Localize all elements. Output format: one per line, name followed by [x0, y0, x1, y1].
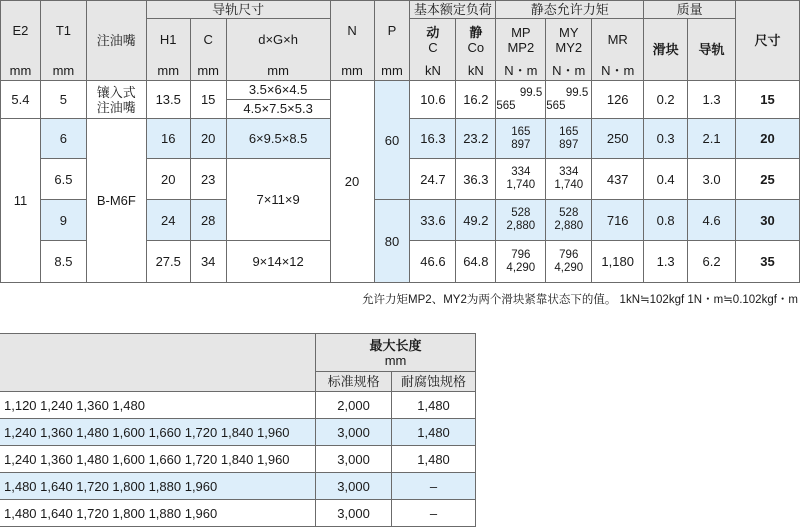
- cell-t1: 5: [40, 81, 86, 119]
- cell-stat: 49.2: [456, 200, 496, 241]
- length-table: [0, 333, 476, 527]
- cell-block-mass: 0.2: [644, 81, 688, 119]
- header-e2: E2: [1, 1, 41, 61]
- header-p: P: [374, 1, 410, 61]
- cell-dyn: 16.3: [410, 119, 456, 159]
- cell-c: 20: [190, 119, 226, 159]
- cell-t1: 9: [40, 200, 86, 241]
- cell-my: 165 897: [546, 119, 592, 159]
- unit-mr: N・m: [592, 61, 644, 81]
- header-static-moment: 静态允许力矩: [496, 1, 644, 19]
- cell-mp: 165 897: [496, 119, 546, 159]
- cell-rail-mass: 4.6: [688, 200, 736, 241]
- cell-dyn: 33.6: [410, 200, 456, 241]
- table-row: [1, 81, 800, 119]
- cell-size: 30: [736, 200, 800, 241]
- unit-e2: mm: [1, 61, 41, 81]
- cell-standard: 3,000: [316, 500, 392, 527]
- unit-t1: mm: [40, 61, 86, 81]
- cell-lengths: 1,120 1,240 1,360 1,480: [0, 392, 316, 419]
- cell-oil-merged: B-M6F: [86, 119, 146, 283]
- table-row: [0, 419, 476, 446]
- header-h1: H1: [146, 19, 190, 61]
- cell-mr: 716: [592, 200, 644, 241]
- header-t1: T1: [40, 1, 86, 61]
- header-oil-nipple: 注油嘴: [86, 1, 146, 81]
- cell-mp: 99.5 565: [496, 81, 546, 119]
- cell-h1: 16: [146, 119, 190, 159]
- header-block: 滑块: [644, 19, 688, 81]
- table-row: [0, 392, 476, 419]
- table-row: [0, 446, 476, 473]
- cell-h1: 13.5: [146, 81, 190, 119]
- cell-mr: 126: [592, 81, 644, 119]
- header-rail-dimensions: 导轨尺寸: [146, 1, 330, 19]
- header-lengths: [0, 334, 316, 392]
- cell-block-mass: 0.8: [644, 200, 688, 241]
- header-c: C: [190, 19, 226, 61]
- header-mr: MR: [592, 19, 644, 61]
- header-standard: 标准规格: [316, 372, 392, 392]
- cell-my: 99.5 565: [546, 81, 592, 119]
- unit-mp: N・m: [496, 61, 546, 81]
- cell-c: 23: [190, 159, 226, 200]
- header-dgh: d×G×h: [226, 19, 330, 61]
- cell-stat: 16.2: [456, 81, 496, 119]
- cell-block-mass: 0.3: [644, 119, 688, 159]
- cell-rail-mass: 2.1: [688, 119, 736, 159]
- cell-dgh: 9×14×12: [226, 241, 330, 283]
- cell-lengths: 1,240 1,360 1,480 1,600 1,660 1,720 1,840 1,960: [0, 446, 316, 473]
- cell-stat: 36.3: [456, 159, 496, 200]
- cell-block-mass: 1.3: [644, 241, 688, 283]
- cell-standard: 3,000: [316, 446, 392, 473]
- cell-mr: 437: [592, 159, 644, 200]
- cell-mr: 250: [592, 119, 644, 159]
- cell-lengths: 1,480 1,640 1,720 1,800 1,880 1,960: [0, 500, 316, 527]
- header-n: N: [330, 1, 374, 61]
- cell-dyn: 10.6: [410, 81, 456, 119]
- header-mp: MP MP2: [496, 19, 546, 61]
- cell-corrosion: 1,480: [392, 446, 476, 473]
- cell-corrosion: 1,480: [392, 419, 476, 446]
- cell-e2: 5.4: [1, 81, 41, 119]
- unit-h1: mm: [146, 61, 190, 81]
- unit-c: mm: [190, 61, 226, 81]
- cell-e2-merged: 11: [1, 119, 41, 283]
- cell-c: 28: [190, 200, 226, 241]
- cell-standard: 2,000: [316, 392, 392, 419]
- unit-n: mm: [330, 61, 374, 81]
- cell-rail-mass: 1.3: [688, 81, 736, 119]
- header-basic-load: 基本额定负荷: [410, 1, 496, 19]
- cell-oil-nipple: 镶入式 注油嘴: [86, 81, 146, 119]
- cell-h1: 27.5: [146, 241, 190, 283]
- unit-stat: kN: [456, 61, 496, 81]
- unit-my: N・m: [546, 61, 592, 81]
- cell-lengths: 1,480 1,640 1,720 1,800 1,880 1,960: [0, 473, 316, 500]
- cell-p-60: 60: [374, 81, 410, 200]
- cell-mp: 528 2,880: [496, 200, 546, 241]
- footnote: 允许力矩MP2、MY2为两个滑块紧靠状态下的值。 1kN≒102kgf 1N・m≒0.102kgf・m: [362, 294, 798, 306]
- cell-stat: 64.8: [456, 241, 496, 283]
- unit-dyn: kN: [410, 61, 456, 81]
- cell-dgh-merged: 7×11×9: [226, 159, 330, 241]
- cell-size: 20: [736, 119, 800, 159]
- cell-c: 15: [190, 81, 226, 119]
- cell-dgh: 6×9.5×8.5: [226, 119, 330, 159]
- cell-dgh: 3.5×6×4.5 4.5×7.5×5.3: [226, 81, 330, 119]
- header-size: 尺寸: [736, 1, 800, 81]
- cell-c: 34: [190, 241, 226, 283]
- header-mass: 质量: [644, 1, 736, 19]
- cell-corrosion: 1,480: [392, 392, 476, 419]
- cell-t1: 8.5: [40, 241, 86, 283]
- cell-block-mass: 0.4: [644, 159, 688, 200]
- header-rail: 导轨: [688, 19, 736, 81]
- unit-dgh: mm: [226, 61, 330, 81]
- cell-corrosion: –: [392, 473, 476, 500]
- unit-p: mm: [374, 61, 410, 81]
- cell-dyn: 24.7: [410, 159, 456, 200]
- cell-n: 20: [330, 81, 374, 283]
- cell-dyn: 46.6: [410, 241, 456, 283]
- header-dynamic: 动 C: [410, 19, 456, 61]
- cell-size: 25: [736, 159, 800, 200]
- cell-standard: 3,000: [316, 419, 392, 446]
- table-row: [0, 473, 476, 500]
- cell-mr: 1,180: [592, 241, 644, 283]
- cell-p-80: 80: [374, 200, 410, 283]
- cell-size: 35: [736, 241, 800, 283]
- header-max-length: 最大长度 mm: [316, 334, 476, 372]
- header-my: MY MY2: [546, 19, 592, 61]
- cell-standard: 3,000: [316, 473, 392, 500]
- cell-stat: 23.2: [456, 119, 496, 159]
- cell-lengths: 1,240 1,360 1,480 1,600 1,660 1,720 1,840 1,960: [0, 419, 316, 446]
- cell-mp: 334 1,740: [496, 159, 546, 200]
- cell-rail-mass: 6.2: [688, 241, 736, 283]
- cell-my: 528 2,880: [546, 200, 592, 241]
- cell-h1: 20: [146, 159, 190, 200]
- cell-h1: 24: [146, 200, 190, 241]
- cell-my: 796 4,290: [546, 241, 592, 283]
- cell-my: 334 1,740: [546, 159, 592, 200]
- table-row: [0, 500, 476, 527]
- cell-t1: 6: [40, 119, 86, 159]
- cell-corrosion: –: [392, 500, 476, 527]
- cell-rail-mass: 3.0: [688, 159, 736, 200]
- header-corrosion: 耐腐蚀规格: [392, 372, 476, 392]
- header-static: 静 Co: [456, 19, 496, 61]
- cell-t1: 6.5: [40, 159, 86, 200]
- cell-size: 15: [736, 81, 800, 119]
- cell-mp: 796 4,290: [496, 241, 546, 283]
